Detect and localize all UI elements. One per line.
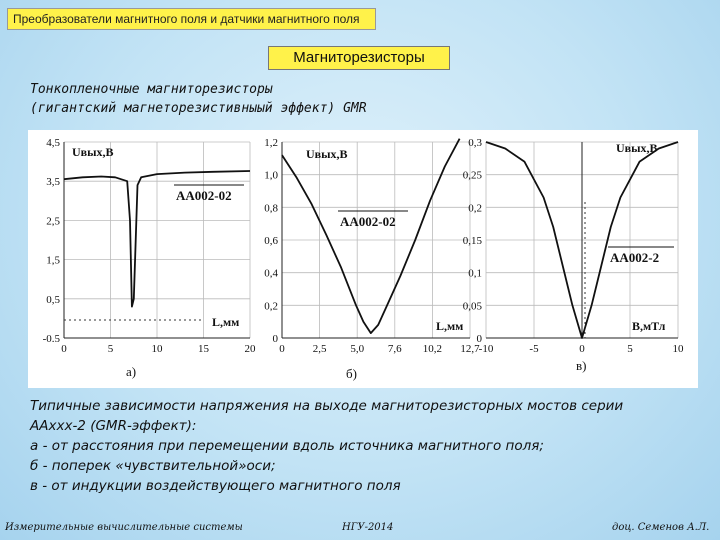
chart2-panel-label: б) [346,366,357,381]
chart3-legend-label: AA002-2 [610,250,660,265]
chart3-y-tick-label-6: 0 [476,333,482,345]
footer-course: Измерительные вычислительные системы [5,522,243,533]
chart3-x-tick-label-3: 5 [627,343,633,355]
chart1-y-tick-label-5: -0.5 [42,333,60,345]
chart1-y-axis-label: Uвых,В [72,145,114,159]
chart1-legend-label: AA002-02 [176,188,232,203]
chart2-x-tick-label-0: 0 [279,343,285,355]
chart3-y-axis-label: Uвых,В [616,141,658,155]
chart1-panel-label: а) [126,364,137,379]
intro-line-1: Тонкопленочные магниторезисторы [30,82,273,97]
chart1-y-tick-label-3: 1,5 [46,254,60,267]
caption-line-2: AAxxx-2 (GMR-эффект): [30,418,197,434]
chart2-x-tick-label-2: 5,0 [350,343,365,355]
chart2-y-axis-label: Uвых,В [306,147,348,161]
figure-caption [30,396,700,496]
chart1-x-tick-label-4: 20 [244,343,256,355]
chart3-panel-label: в) [576,358,587,373]
chart1-x-tick-label-3: 15 [198,343,209,355]
chart2-x-axis-label: L,мм [436,319,464,333]
topic-header: Преобразователи магнитного поля и датчики магнитного поля [7,8,376,30]
chart2-y-tick-label-2: 0,8 [264,202,278,215]
caption-line-3: а - от расстояния при перемещении вдоль источника магнитного поля; [30,438,544,454]
chart3-x-tick-label-1: -5 [529,343,539,355]
chart3-x-tick-label-4: 10 [672,343,684,355]
chart3-y-tick-label-3: 0,15 [462,235,482,247]
chart2-legend-label: AA002-02 [340,214,396,229]
footer-university: НГУ-2014 [342,522,394,533]
chart3-y-tick-label-5: 0,05 [462,300,482,313]
caption-line-5: в - от индукции воздействующего магнитного поля [30,478,401,494]
chart2-x-tick-label-3: 7,6 [387,343,402,355]
chart3-y-tick-label-1: 0,25 [462,169,482,182]
caption-line-4: б - поперек «чувствительной»оси; [30,458,276,474]
chart1-x-tick-label-1: 5 [107,343,114,355]
chart2-y-tick-label-1: 1,0 [264,169,278,182]
footer-author: доц. Семенов А.Л. [612,522,710,533]
intro-line-2: (гигантский магнеторезистивныый эффект) GMR [30,101,367,116]
chart3-y-tick-label-2: 0,2 [468,202,482,215]
chart1-y-tick-label-4: 0,5 [46,293,60,306]
chart2-x-tick-label-1: 2,5 [312,343,327,355]
chart2-x-tick-label-5: 12,7 [460,343,480,355]
chart2-y-tick-label-5: 0,2 [264,300,278,313]
chart1-y-tick-label-2: 2,5 [46,215,60,228]
chart2-y-tick-label-3: 0,6 [264,235,278,247]
chart1-y-tick-label-1: 3,5 [46,176,60,189]
chart1-x-tick-label-0: 0 [61,343,67,355]
chart2-x-tick-label-4: 10,2 [422,343,443,355]
chart3-y-tick-label-4: 0,1 [468,267,482,280]
chart2-y-tick-label-4: 0,4 [264,267,278,280]
chart1-y-tick-label-0: 4,5 [46,137,60,149]
intro-text [30,80,500,118]
chart1-x-axis-label: L,мм [212,315,240,329]
chart3-x-tick-label-0: -10 [478,343,494,355]
chart2-series-line [282,139,460,333]
charts-svg [28,130,698,388]
chart1-x-tick-label-2: 10 [151,343,163,355]
chart3-x-tick-label-2: 0 [579,343,585,355]
chart3-y-tick-label-0: 0,3 [468,137,482,149]
figure-panel [28,130,698,388]
slide-title: Магниторезисторы [268,46,450,70]
chart2-y-tick-label-0: 1,2 [264,137,278,149]
chart3-x-axis-label: В,мТл [632,319,666,333]
caption-line-1: Типичные зависимости напряжения на выходе магниторезисторных мостов серии [30,398,624,414]
chart2-y-tick-label-6: 0 [272,333,278,345]
